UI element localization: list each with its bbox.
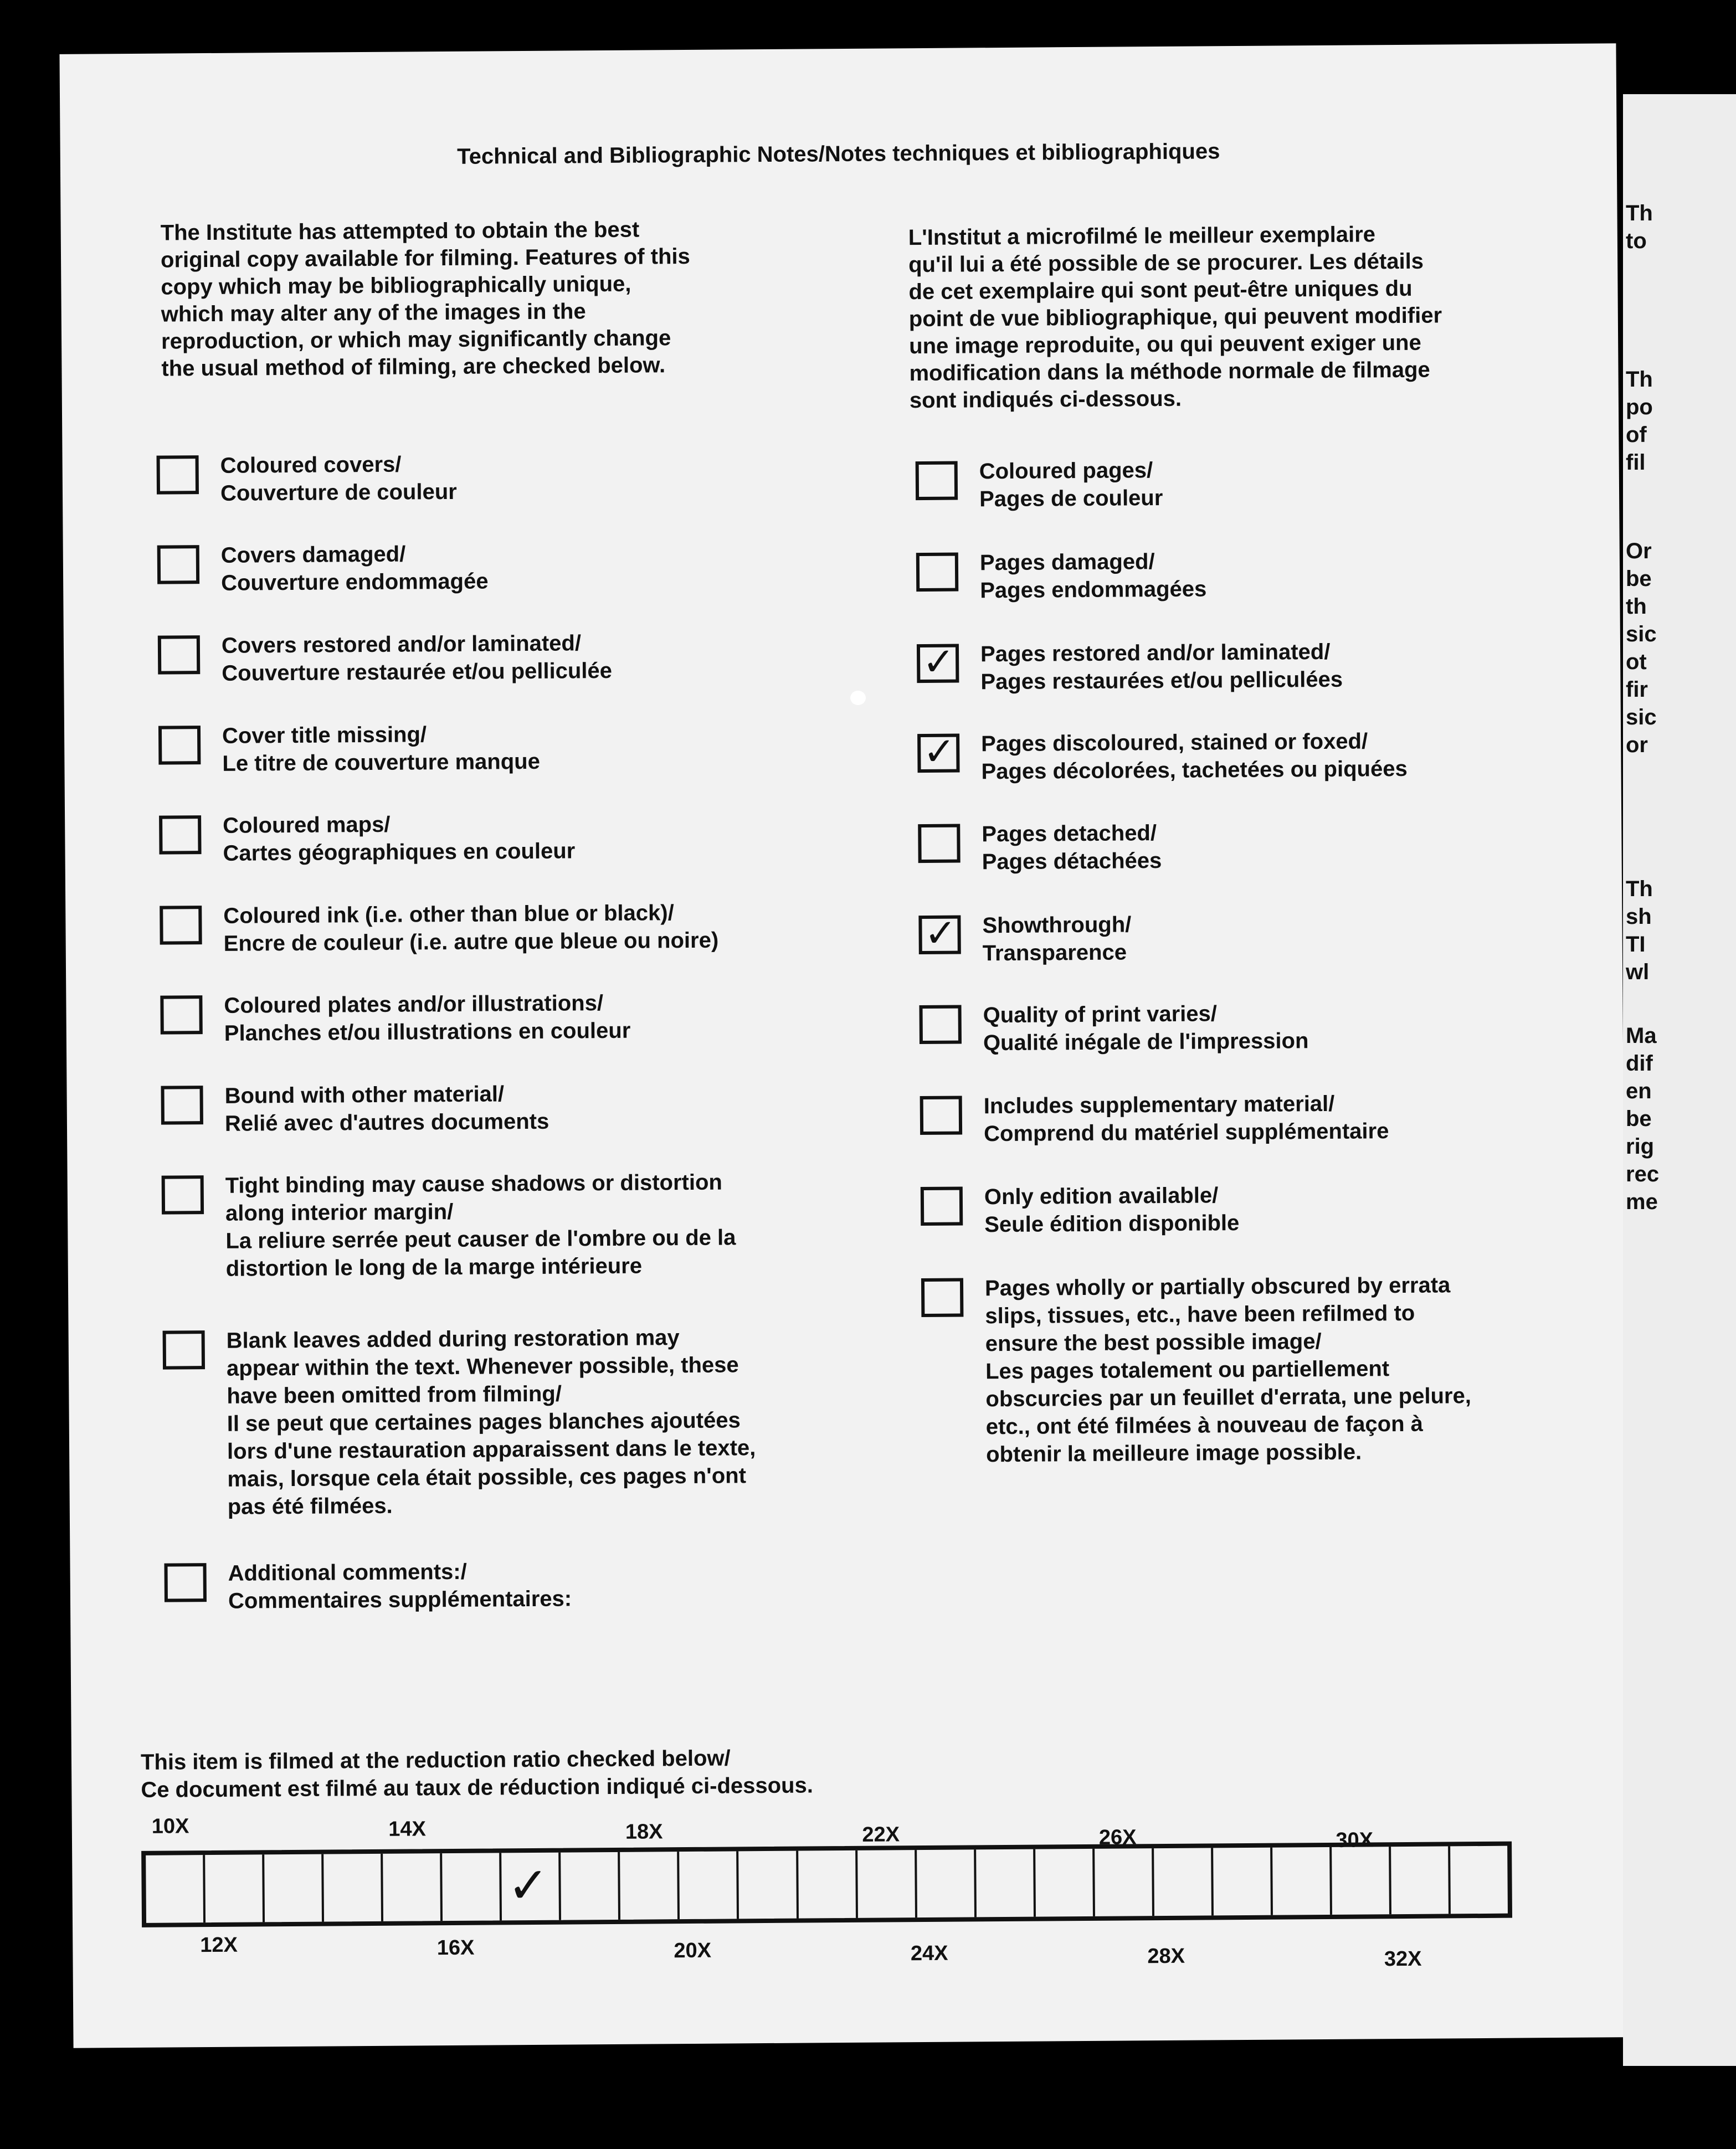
- text-line: slips, tissues, etc., have been refilmed to: [985, 1300, 1415, 1329]
- text-line: La reliure serrée peut causer de l'ombre ou de la: [225, 1225, 736, 1253]
- text-line: Les pages totalement ou partiellement: [985, 1356, 1390, 1384]
- text-line: Covers restored and/or laminated/: [221, 631, 582, 658]
- text-line: original copy available for filming. Features of this: [160, 244, 690, 273]
- text-line: etc., ont été filmées à nouveau de façon à: [985, 1411, 1424, 1439]
- ratio-cell[interactable]: [442, 1853, 502, 1921]
- checkbox[interactable]: [162, 1175, 204, 1215]
- checkbox[interactable]: [159, 815, 201, 855]
- reduction-ratio-scale: [141, 1842, 1512, 1927]
- text-line: reproduction, or which may significantly change: [161, 326, 671, 354]
- checklist-item-label: [979, 456, 1163, 513]
- ratio-cell[interactable]: [857, 1850, 917, 1918]
- checkmark-icon: ✓: [922, 640, 956, 684]
- text-line: Quality of print varies/: [983, 1001, 1218, 1028]
- text-line: Showthrough/: [982, 912, 1132, 938]
- ratio-label-bottom: 28X: [1147, 1944, 1185, 1968]
- text-line: obscurcies par un feuillet d'errata, une pelure,: [985, 1384, 1472, 1412]
- checklist-item-label: [984, 1181, 1240, 1238]
- text-line: Tight binding may cause shadows or distortion: [225, 1170, 723, 1198]
- ratio-label-top: 26X: [1098, 1826, 1137, 1849]
- text-line: The Institute has attempted to obtain the best: [160, 217, 640, 245]
- text-line: Transparence: [982, 940, 1127, 966]
- text-line: Couverture endommagée: [220, 569, 489, 595]
- checklist-item-label: [225, 1168, 736, 1282]
- ratio-cell[interactable]: [205, 1854, 265, 1922]
- ratio-cell[interactable]: [264, 1854, 324, 1922]
- edge-text-fragment: be: [1626, 1107, 1652, 1131]
- intro-english: [161, 216, 691, 383]
- text-line: Le titre de couverture manque: [222, 749, 541, 776]
- ratio-cell[interactable]: [739, 1851, 799, 1919]
- checklist-item-label: [982, 819, 1162, 876]
- checklist-item-label: [984, 1089, 1389, 1148]
- checked-checkbox[interactable]: [917, 729, 959, 773]
- checkbox[interactable]: [920, 1096, 962, 1135]
- checklist-item-label: [982, 911, 1132, 967]
- ratio-cell[interactable]: [1391, 1846, 1451, 1914]
- checkbox[interactable]: [921, 1278, 963, 1318]
- text-line: Pages detached/: [982, 821, 1157, 847]
- checklist-item-label: [228, 1557, 572, 1615]
- text-line: along interior margin/: [225, 1199, 454, 1226]
- text-line: Seule édition disponible: [984, 1211, 1240, 1237]
- text-line: L'Institut a microfilmé le meilleur exemplaire: [908, 222, 1376, 250]
- checkbox[interactable]: [157, 455, 199, 495]
- checkbox[interactable]: [918, 824, 960, 863]
- ratio-label-bottom: 12X: [200, 1933, 238, 1957]
- edge-text-fragment: fir: [1626, 677, 1648, 702]
- checklist-item-label: [983, 999, 1308, 1057]
- text-line: Pages endommagées: [980, 577, 1207, 603]
- checkbox[interactable]: [916, 553, 958, 592]
- text-line: Cartes géographiques en couleur: [223, 839, 576, 866]
- edge-text-fragment: to: [1626, 229, 1647, 253]
- text-line: the usual method of filming, are checked below.: [161, 353, 666, 381]
- ratio-label-top: 22X: [862, 1823, 900, 1847]
- edge-text-fragment: rig: [1626, 1134, 1655, 1159]
- ratio-cell[interactable]: [1272, 1847, 1332, 1915]
- text-line: have been omitted from filming/: [227, 1381, 562, 1408]
- text-line: Pages damaged/: [979, 549, 1155, 575]
- text-line: which may alter any of the images in the: [161, 299, 586, 327]
- checklist-item-label: [220, 450, 456, 507]
- checkbox[interactable]: [164, 1563, 206, 1602]
- text-line: Encre de couleur (i.e. autre que bleue ou noire): [223, 928, 719, 956]
- checkbox[interactable]: [163, 1330, 205, 1370]
- checklist-item-label: [221, 539, 489, 597]
- text-line: Includes supplementary material/: [983, 1091, 1335, 1119]
- ratio-cell[interactable]: [323, 1854, 383, 1922]
- edge-text-fragment: Th: [1626, 367, 1653, 392]
- ratio-cell[interactable]: [620, 1852, 680, 1920]
- ratio-cell[interactable]: [501, 1853, 561, 1921]
- ratio-cell[interactable]: [798, 1850, 858, 1919]
- checkmark-icon: ✓: [924, 911, 957, 955]
- checkbox[interactable]: [160, 906, 202, 945]
- text-line: Qualité inégale de l'impression: [983, 1029, 1309, 1056]
- text-line: Blank leaves added during restoration may: [226, 1325, 680, 1353]
- text-line: Bound with other material/: [224, 1082, 505, 1108]
- checklist-item-label: [227, 1323, 757, 1521]
- text-line: modification dans la méthode normale de filmage: [909, 357, 1430, 386]
- checklist-item-label: [981, 727, 1408, 785]
- ratio-label-top: 14X: [388, 1817, 427, 1841]
- ratio-label-bottom: 16X: [436, 1936, 475, 1960]
- checklist-item-label: [223, 809, 575, 867]
- checked-checkbox[interactable]: [917, 640, 959, 684]
- ratio-label-bottom: 20X: [674, 1939, 712, 1963]
- checklist-item-label: [223, 899, 718, 958]
- text-line: obtenir la meilleure image possible.: [986, 1439, 1362, 1467]
- edge-text-fragment: en: [1626, 1079, 1652, 1103]
- edge-text-fragment: Or: [1626, 539, 1652, 563]
- text-line: Pages restaurées et/ou pelliculées: [980, 667, 1343, 695]
- edge-text-fragment: Ma: [1626, 1024, 1657, 1048]
- text-line: Pages de couleur: [979, 485, 1163, 512]
- checkbox[interactable]: [160, 995, 202, 1035]
- ratio-cell[interactable]: [917, 1849, 977, 1917]
- text-line: Commentaires supplémentaires:: [228, 1586, 572, 1613]
- paper-speck: [850, 691, 866, 705]
- checked-checkbox[interactable]: [918, 911, 961, 955]
- edge-text-fragment: sh: [1626, 904, 1652, 929]
- edge-text-fragment: th: [1626, 594, 1647, 619]
- checkbox[interactable]: [158, 726, 201, 765]
- checklist-item-label: [224, 989, 630, 1047]
- edge-text-fragment: be: [1626, 567, 1652, 591]
- intro-french: [908, 220, 1443, 414]
- reduction-ratio-note: [141, 1744, 813, 1803]
- text-line: Pages wholly or partially obscured by errata: [984, 1273, 1451, 1301]
- edge-text-fragment: wl: [1626, 960, 1650, 984]
- ratio-label-top: 10X: [151, 1814, 189, 1838]
- edge-text-fragment: dif: [1626, 1051, 1653, 1076]
- checklist-item-label: [222, 720, 540, 778]
- notes-page: [59, 43, 1630, 2048]
- text-line: copy which may be bibliographically unique,: [161, 271, 631, 300]
- text-line: Pages restored and/or laminated/: [980, 639, 1331, 667]
- text-line: qu'il lui a été possible de se procurer. Les détails: [908, 249, 1424, 277]
- edge-text-fragment: or: [1626, 733, 1648, 757]
- ratio-label-bottom: 24X: [910, 1941, 948, 1966]
- text-line: Coloured plates and/or illustrations/: [224, 991, 604, 1018]
- text-line: distortion le long de la marge intérieure: [225, 1253, 643, 1281]
- text-line: This item is filmed at the reduction ratio checked below/: [140, 1746, 731, 1775]
- text-line: Coloured pages/: [979, 458, 1153, 484]
- checkbox[interactable]: [921, 1187, 963, 1226]
- checkmark-icon: ✓: [923, 729, 956, 773]
- edge-text-fragment: Th: [1626, 877, 1653, 901]
- ratio-label-top: 30X: [1336, 1828, 1374, 1852]
- text-line: Comprend du matériel supplémentaire: [983, 1119, 1389, 1147]
- checklist-item-label: [222, 629, 612, 687]
- text-line: Relié avec d'autres documents: [224, 1109, 549, 1136]
- checkbox[interactable]: [158, 635, 200, 675]
- text-line: Couverture restaurée et/ou pelliculée: [222, 658, 613, 686]
- checkbox[interactable]: [157, 545, 199, 584]
- edge-text-fragment: po: [1626, 395, 1653, 419]
- checkbox[interactable]: [919, 1005, 961, 1045]
- ratio-label-bottom: 32X: [1384, 1947, 1422, 1971]
- ratio-cell[interactable]: [1450, 1846, 1508, 1914]
- checklist-item-label: [985, 1271, 1472, 1468]
- checklist-item-label: [224, 1080, 549, 1138]
- text-line: une image reproduite, ou qui peuvent exiger une: [909, 330, 1421, 359]
- ratio-cell[interactable]: [680, 1851, 739, 1919]
- text-line: lors d'une restauration apparaissent dans le texte,: [227, 1436, 756, 1464]
- text-line: mais, lorsque cela était possible, ces pages n'ont: [227, 1463, 747, 1492]
- ratio-label-top: 18X: [625, 1820, 663, 1844]
- text-line: Pages décolorées, tachetées ou piquées: [981, 756, 1408, 784]
- text-line: de cet exemplaire qui sont peut-être uniques du: [908, 276, 1413, 305]
- ratio-cell[interactable]: [561, 1852, 620, 1920]
- checkmark-icon: ✓: [507, 1858, 549, 1914]
- text-line: point de vue bibliographique, qui peuvent modifier: [908, 303, 1442, 332]
- edge-text-fragment: fil: [1626, 450, 1646, 475]
- ratio-cell[interactable]: [1095, 1848, 1154, 1916]
- edge-text-fragment: sic: [1626, 622, 1657, 646]
- checklist-item-label: [980, 638, 1343, 696]
- text-line: Couverture de couleur: [220, 479, 457, 506]
- edge-text-fragment: TI: [1626, 932, 1646, 957]
- edge-text-fragment: sic: [1626, 705, 1657, 729]
- ratio-cell[interactable]: [1332, 1847, 1391, 1915]
- text-line: Pages détachées: [982, 848, 1162, 875]
- text-line: sont indiqués ci-dessous.: [909, 386, 1182, 413]
- page-title: Technical and Bibliographic Notes/Notes techniques et bibliographiques: [456, 139, 1220, 169]
- text-line: Additional comments:/: [228, 1559, 467, 1586]
- checkbox[interactable]: [916, 461, 958, 501]
- edge-text-fragment: ot: [1626, 650, 1647, 674]
- edge-text-fragment: Th: [1626, 201, 1653, 225]
- ratio-cell[interactable]: [1154, 1848, 1214, 1916]
- edge-text-fragment: of: [1626, 423, 1647, 447]
- ratio-cell[interactable]: [383, 1853, 443, 1921]
- ratio-cell[interactable]: [1213, 1848, 1273, 1916]
- checkbox[interactable]: [161, 1086, 203, 1125]
- edge-text-fragment: me: [1626, 1190, 1658, 1214]
- edge-text-fragment: rec: [1626, 1162, 1660, 1186]
- text-line: Ce document est filmé au taux de réduction indiqué ci-dessous.: [141, 1773, 814, 1802]
- text-line: Il se peut que certaines pages blanches ajoutées: [227, 1408, 741, 1436]
- text-line: Pages discoloured, stained or foxed/: [981, 729, 1368, 757]
- text-line: Covers damaged/: [220, 542, 406, 568]
- ratio-cell[interactable]: [146, 1855, 206, 1923]
- text-line: ensure the best possible image/: [985, 1329, 1322, 1356]
- ratio-cell[interactable]: [1035, 1849, 1095, 1917]
- text-line: appear within the text. Whenever possible, these: [226, 1353, 739, 1381]
- checklist-item-label: [980, 547, 1207, 604]
- text-line: Coloured covers/: [220, 452, 402, 478]
- ratio-cell[interactable]: [976, 1849, 1036, 1917]
- text-line: Coloured ink (i.e. other than blue or black)/: [223, 901, 674, 928]
- text-line: Planches et/ou illustrations en couleur: [224, 1018, 631, 1046]
- text-line: Cover title missing/: [222, 722, 427, 748]
- text-line: Coloured maps/: [223, 812, 391, 838]
- text-line: pas été filmées.: [227, 1493, 393, 1519]
- text-line: Only edition available/: [984, 1183, 1219, 1210]
